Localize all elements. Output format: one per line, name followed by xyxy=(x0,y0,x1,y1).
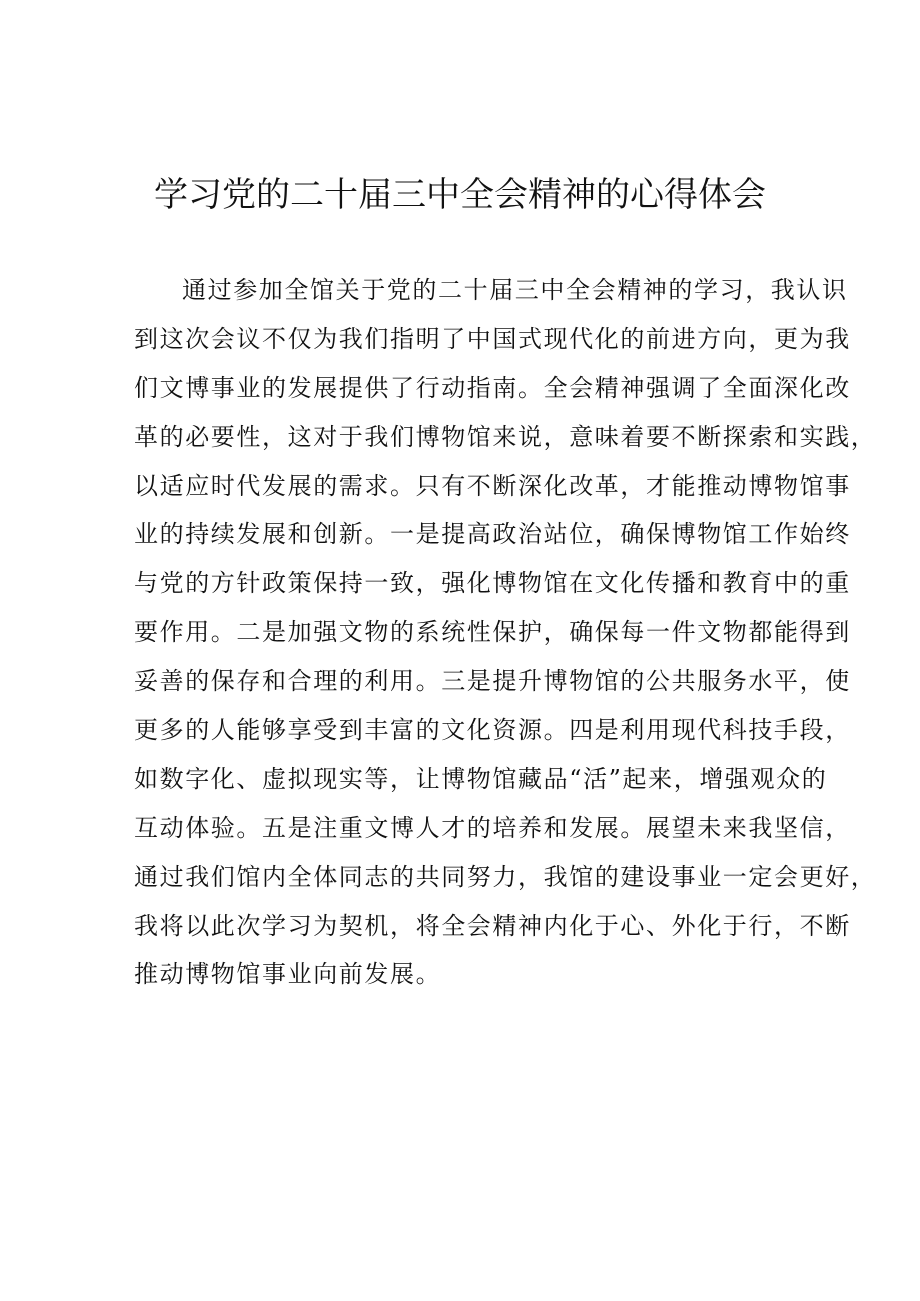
body-line: 到这次会议不仅为我们指明了中国式现代化的前进方向，更为我 xyxy=(134,324,851,353)
body-line: 要作用。二是加强文物的系统性保护，确保每一件文物都能得到 xyxy=(134,618,851,647)
body-line: 我将以此次学习为契机，将全会精神内化于心、外化于行，不断 xyxy=(134,911,851,940)
document-body xyxy=(134,266,877,999)
body-line: 们文博事业的发展提供了行动指南。全会精神强调了全面深化改 xyxy=(134,373,851,402)
body-line: 通过我们馆内全体同志的共同努力，我馆的建设事业一定会更好， xyxy=(134,862,877,891)
body-line: 推动博物馆事业向前发展。 xyxy=(134,960,442,989)
document-title: 学习党的二十届三中全会精神的心得体会 xyxy=(154,175,766,215)
body-line: 妥善的保存和合理的利用。三是提升博物馆的公共服务水平，使 xyxy=(134,667,851,696)
body-line: 以适应时代发展的需求。只有不断深化改革，才能推动博物馆事 xyxy=(134,471,851,500)
body-line: 业的持续发展和创新。一是提高政治站位，确保博物馆工作始终 xyxy=(134,520,851,549)
body-line: 如数字化、虚拟现实等，让博物馆藏品“活”起来，增强观众的 xyxy=(134,764,828,793)
body-line: 通过参加全馆关于党的二十届三中全会精神的学习，我认识 xyxy=(182,276,848,304)
body-line: 互动体验。五是注重文博人才的培养和发展。展望未来我坚信， xyxy=(134,813,851,842)
body-line: 革的必要性，这对于我们博物馆来说，意味着要不断探索和实践， xyxy=(134,422,877,451)
body-line: 与党的方针政策保持一致，强化博物馆在文化传播和教育中的重 xyxy=(134,569,851,598)
body-line: 更多的人能够享受到丰富的文化资源。四是利用现代科技手段， xyxy=(134,716,851,745)
